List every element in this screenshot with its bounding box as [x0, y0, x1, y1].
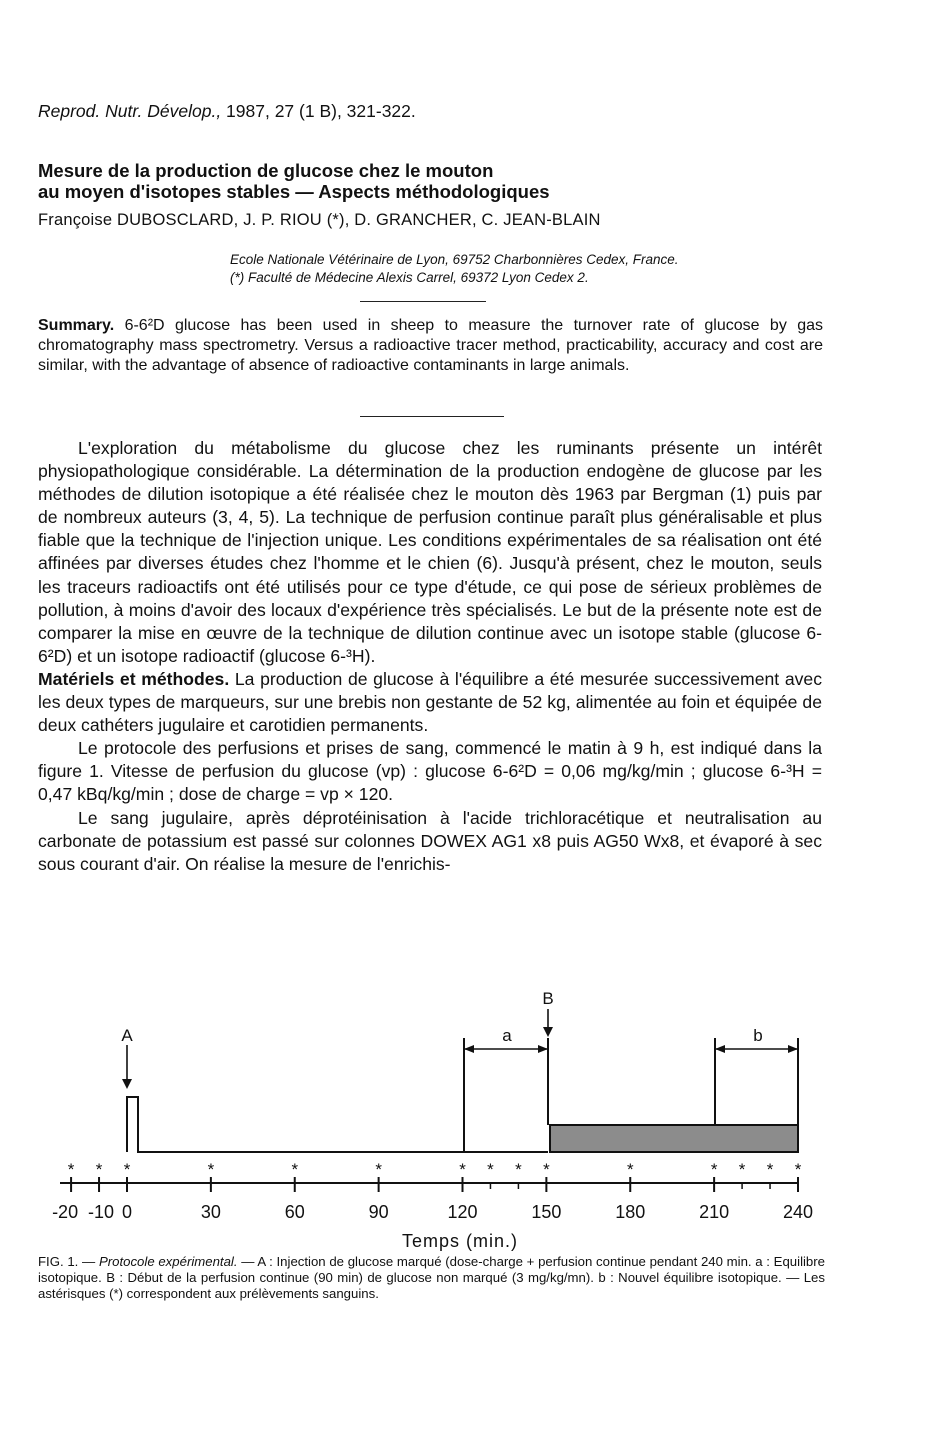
summary-label: Summary. — [38, 317, 115, 334]
tick-label: 210 — [699, 1202, 730, 1222]
summary — [38, 316, 823, 376]
sample-asterisk: * — [766, 1160, 774, 1179]
paragraph-intro: L'exploration du métabolisme du glucose chez les ruminants présente un intérêt physiopathologique considérable. La détermination de la production endogène de glucose par les méthodes de dilution isotopique a été réalisée chez le mouton dès 1963 par Bergman (1) puis par de nombreux auteurs (3, 4, 5). La technique de perfusion continue paraît plus généralisable et plus fiable que la technique de l'injection unique. Les conditions expérimentales de sa réalisation ont été affinées par diverses études chez l'homme et le chien (6). Jusqu'à présent, chez le mouton, seuls les traceurs radioactifs ont été utilisés pour ce type d'étude, ce qui pose de sérieux problèmes de pollution, à moins d'avoir des locaux d'expérience très spécialisés. Le but de la présente note est de comparer la mise en œuvre de la technique de dilution continue avec un isotope stable (glucose 6-6²D) et un isotope radioactif (glucose 6-³H). — [38, 438, 822, 666]
sample-asterisk: * — [738, 1160, 746, 1179]
affiliation-2: (*) Faculté de Médecine Alexis Carrel, 69372 Lyon Cedex 2. — [230, 270, 589, 285]
sample-asterisk: * — [95, 1160, 103, 1179]
title-line-1: Mesure de la production de glucose chez le mouton — [38, 160, 494, 181]
methods-heading: Matériels et méthodes. — [38, 668, 230, 689]
tick-label: -10 — [88, 1202, 115, 1222]
period-b-left-arrowhead-icon — [715, 1045, 725, 1053]
article-title — [38, 160, 838, 202]
figure-caption — [38, 1254, 825, 1302]
affiliation-1: Ecole Nationale Vétérinaire de Lyon, 69752 Charbonnières Cedex, France. — [230, 252, 679, 267]
caption-text: — A : Injection de glucose marqué (dose-charge + perfusion continue pendant 240 min. a : Equilibre isotopique. B : Début de la perfusion continue (90 min) de glucose non marqué (3 mg/kg/mn). b : Nouvel équilibre isotopique. — Les astérisques (*) correspondent aux prélèvements sanguins. — [38, 1254, 825, 1301]
arrow-b-head-icon — [543, 1027, 553, 1037]
cold-infusion-block — [550, 1125, 798, 1152]
sample-asterisk: * — [710, 1160, 718, 1179]
sample-asterisk: * — [67, 1160, 75, 1179]
sample-asterisk: * — [543, 1160, 550, 1179]
protocol-figure — [0, 985, 930, 1255]
summary-text: 6-6²D glucose has been used in sheep to measure the turnover rate of glucose by gas chromatography mass spectrometry. Versus a radioactive tracer method, practicability, accuracy and cost are similar, with the advantage of absence of radioactive contaminants in large animals. — [38, 317, 823, 374]
sample-asterisk: * — [626, 1160, 634, 1179]
tick-label: 180 — [615, 1202, 646, 1222]
period-a-right-arrowhead-icon — [538, 1045, 548, 1053]
divider-bottom — [360, 416, 504, 417]
tick-label: 90 — [368, 1202, 389, 1222]
label-A: A — [121, 1026, 133, 1045]
period-a-left-arrowhead-icon — [464, 1045, 474, 1053]
sample-asterisk: * — [487, 1160, 494, 1179]
title-line-2: au moyen d'isotopes stables — Aspects méthodologiques — [38, 181, 550, 202]
citation-details: 1987, 27 (1 B), 321-322. — [221, 101, 416, 121]
paragraph-protocol: Le protocole des perfusions et prises de sang, commencé le matin à 9 h, est indiqué dans la figure 1. Vitesse de perfusion du glucose (vp) : glucose 6-6²D = 0,06 mg/kg/min ; glucose 6-³H = 0,47 kBq/kg/min ; dose de charge = vp × 120. — [38, 738, 822, 805]
tick-label: 30 — [200, 1202, 221, 1222]
tick-label: -20 — [52, 1202, 79, 1222]
arrow-a-head-icon — [122, 1079, 132, 1089]
citation — [38, 101, 416, 122]
x-axis-label: Temps (min.) — [401, 1231, 519, 1251]
sample-asterisk: * — [123, 1160, 131, 1179]
sample-marks — [68, 1160, 802, 1189]
divider-top — [360, 301, 486, 302]
caption-title: Protocole expérimental. — [98, 1254, 238, 1269]
paragraph-methods — [38, 668, 822, 737]
methods-text: La production de glucose à l'équilibre a été mesurée successivement avec les deux types de marqueurs, sur une brebis non gestante de 52 kg, alimentée au foin et équipée de deux cathéters jugulaire et carotidien permanents. — [38, 668, 822, 736]
period-b-right-arrowhead-icon — [788, 1045, 798, 1053]
infusion-trace — [127, 1097, 548, 1152]
sample-asterisk: * — [515, 1160, 522, 1179]
label-B: B — [542, 989, 554, 1008]
tick-label: 120 — [447, 1202, 478, 1222]
authors: Françoise DUBOSCLARD, J. P. RIOU (*), D. GRANCHER, C. JEAN-BLAIN — [38, 211, 601, 229]
label-b: b — [753, 1026, 763, 1045]
caption-label: FIG. 1. — — [38, 1254, 99, 1269]
label-a: a — [502, 1026, 512, 1045]
sample-asterisk: * — [375, 1160, 382, 1179]
tick-label: 150 — [531, 1202, 562, 1222]
sample-asterisk: * — [459, 1160, 466, 1179]
tick-label: 60 — [284, 1202, 305, 1222]
sample-asterisk: * — [794, 1160, 802, 1179]
paragraph-blood: Le sang jugulaire, après déprotéinisation à l'acide trichloracétique et neutralisation au carbonate de potassium est passé sur colonnes DOWEX AG1 x8 puis AG50 Wx8, et évaporé à sec sous courant d'air. On réalise la mesure de l'enrichis- — [38, 807, 822, 874]
tick-label: 240 — [782, 1202, 814, 1222]
sample-asterisk: * — [291, 1160, 299, 1179]
sample-asterisk: * — [207, 1160, 215, 1179]
journal-name: Reprod. Nutr. Dévelop., — [38, 101, 222, 121]
body-text — [38, 437, 822, 876]
tick-label: 0 — [121, 1202, 133, 1222]
